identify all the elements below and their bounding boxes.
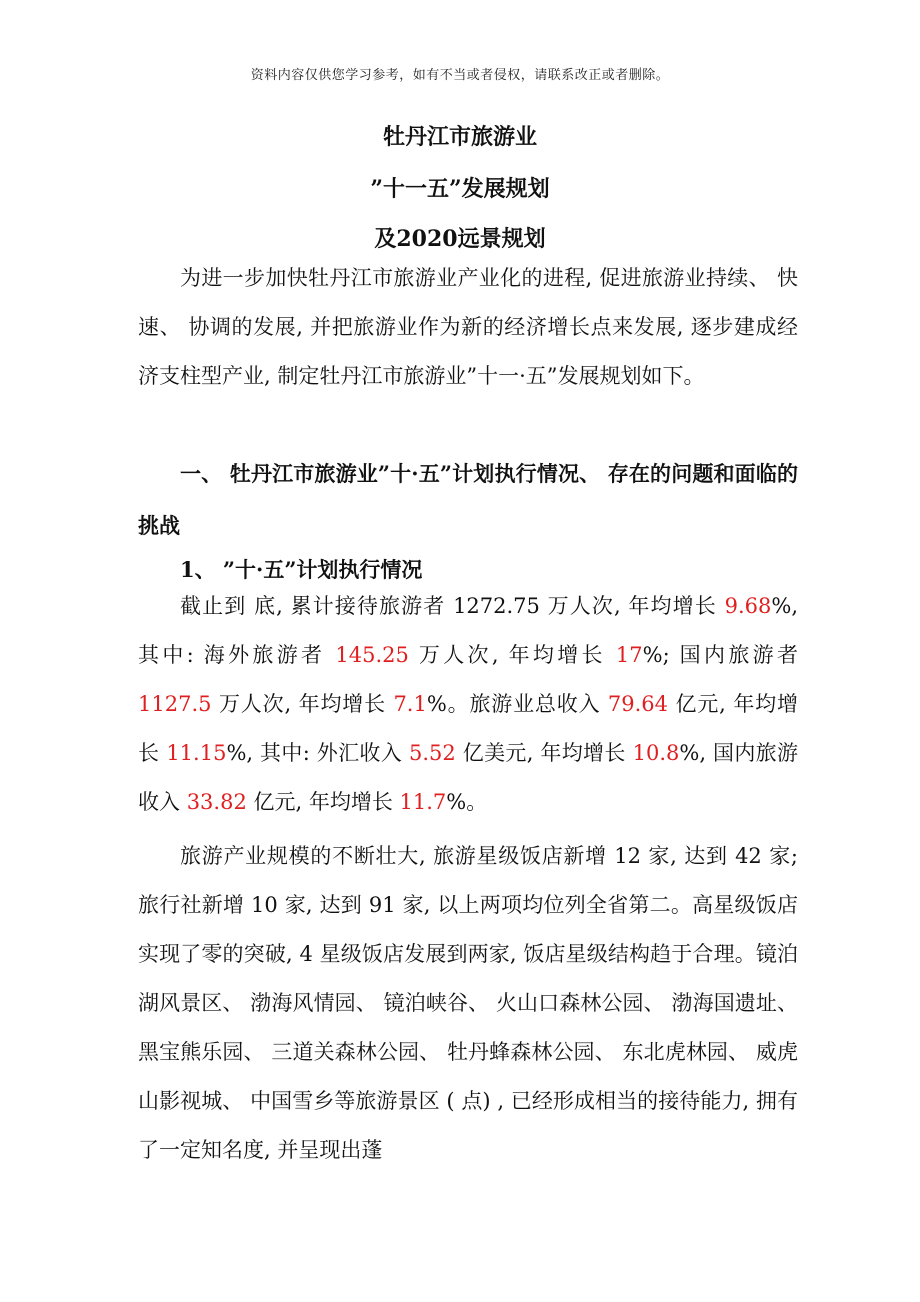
- header-disclaimer: 资料内容仅供您学习参考，如有不当或者侵权，请联系改正或者删除。: [250, 68, 670, 83]
- subsection-heading-1: 1、 ”十·五”计划执行情况: [180, 557, 423, 582]
- stats-value: 145.25: [335, 643, 409, 667]
- stats-text: %, 其中: 海外旅游者: [138, 594, 798, 667]
- stats-text: 截止到 底, 累计接待旅游者 1272.75 万人次, 年均增长: [180, 594, 725, 618]
- stats-text: 万人次, 年均增长: [408, 643, 616, 667]
- stats-text: %; 国内旅游者: [642, 643, 798, 667]
- stats-value: 33.82: [186, 790, 247, 814]
- stats-text: 亿元, 年均增长: [138, 692, 799, 765]
- section-heading-1: 一、 牡丹江市旅游业”十·五”计划执行情况、 存在的问题和面临的挑战: [138, 461, 798, 538]
- stats-text: %, 国内旅游收入: [138, 741, 798, 814]
- stats-value: 10.8: [632, 741, 680, 765]
- stats-text: 万人次, 年均增长: [211, 692, 394, 716]
- stats-text: 亿元, 年均增长: [246, 790, 400, 814]
- stats-value: 11.7: [399, 790, 447, 814]
- stats-text: %。旅游业总收入: [426, 692, 608, 716]
- stats-value: 79.64: [607, 692, 669, 716]
- statistics-paragraph: [138, 582, 798, 827]
- stats-value: 11.15: [166, 741, 227, 765]
- stats-text: 亿美元, 年均增长: [455, 741, 633, 765]
- stats-value: 7.1: [393, 692, 427, 716]
- intro-paragraph: 为进一步加快牡丹江市旅游业产业化的进程, 促进旅游业持续、 快速、 协调的发展, 并把旅游业作为新的经济增长点来发展, 逐步建成经济支柱型产业, 制定牡丹江市旅游业”十一·五”发展规划如下。: [138, 266, 798, 388]
- stats-value: 9.68: [724, 594, 772, 618]
- stats-text: %。: [446, 790, 488, 814]
- stats-value: 17: [615, 643, 643, 667]
- stats-value: 5.52: [409, 741, 456, 765]
- stats-text: %, 其中: 外汇收入: [226, 741, 410, 765]
- title-line-3: 及2020远景规划: [374, 226, 546, 252]
- title-line-1: 牡丹江市旅游业: [382, 124, 537, 150]
- stats-value: 1127.5: [138, 692, 212, 716]
- title-line-2: ”十一五”发展规划: [370, 176, 550, 202]
- scale-paragraph: 旅游产业规模的不断壮大, 旅游星级饭店新增 12 家, 达到 42 家; 旅行社新增 10 家, 达到 91 家, 以上两项均位列全省第二。高星级饭店实现了零的突破, 4 星级饭店发展到两家, 饭店星级结构趋于合理。镜泊湖风景区、 渤海风情园、 镜泊峡谷、 火山口森林公园、 渤海国遗址、 黑宝熊乐园、 三道关森林公园、 牡丹蜂森林公园、 东北虎林园、 威虎山影视城、 中国雪乡等旅游景区 ( 点) , 已经形成相当的接待能力, 拥有了一定知名度, 并呈现出蓬: [138, 844, 798, 1162]
